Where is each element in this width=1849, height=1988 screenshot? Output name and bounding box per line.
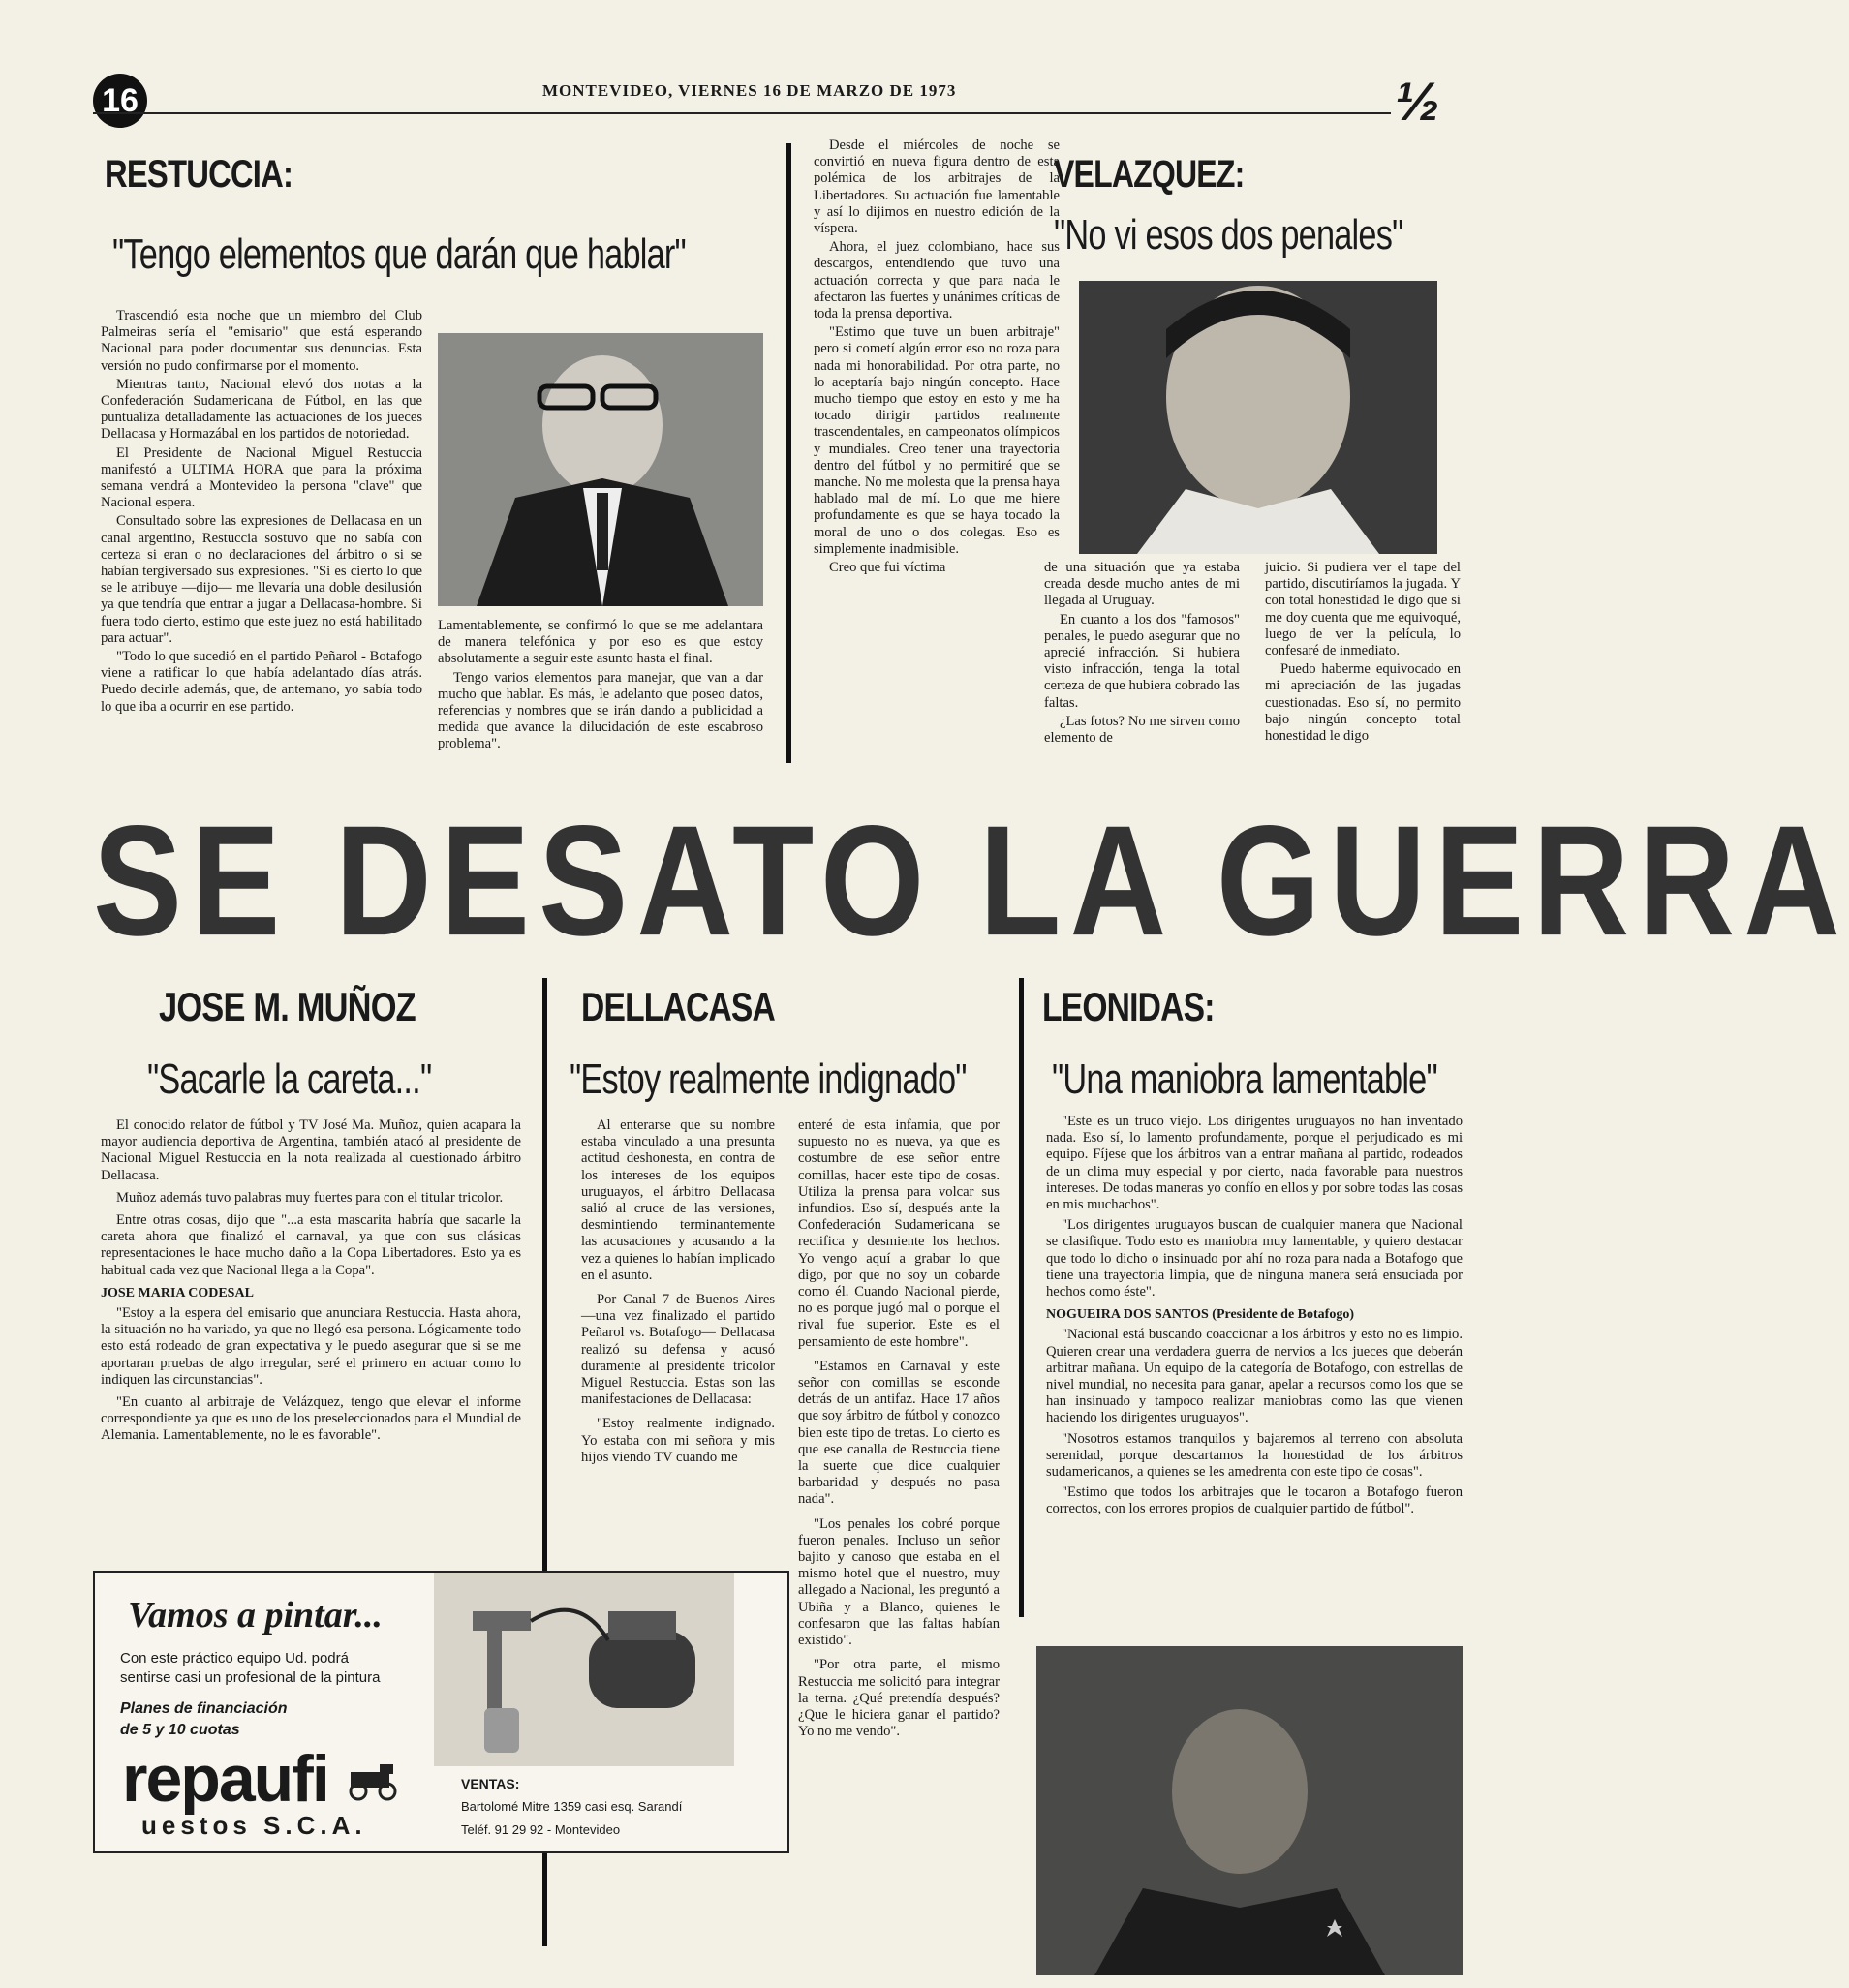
- leonidas-name: LEONIDAS:: [1042, 984, 1215, 1029]
- main-banner-headline: SE DESATO LA GUERRA: [93, 792, 1849, 968]
- munoz-name: JOSE M. MUÑOZ: [159, 984, 416, 1029]
- ad-line-2: sentirse casi un profesional de la pintura: [120, 1669, 381, 1686]
- ad-address: Bartolomé Mitre 1359 casi esq. Sarandí: [461, 1799, 683, 1814]
- ad-slogan: Vamos a pintar...: [128, 1595, 383, 1636]
- leonidas-photo: [1036, 1646, 1463, 1975]
- ad-financing-2: de 5 y 10 cuotas: [120, 1722, 240, 1738]
- munoz-body: El conocido relator de fútbol y TV José Ma. Muñoz, quien acapara la mayor audiencia deportiva de Argentina, también atacó al presidente de Nacional Miguel Restuccia en la nota realizada al cuestionado árbitro Dellacasa. Muñoz además tuvo palabras muy fuertes para con el titular tricolor. Entre otras cosas, dijo que "...a esta mascarita habría que sacarle la careta ahora que finalizó el carnaval, ya que con sus clásicas representaciones le hace mucho daño a la Copa Libertadores. Esto ya es habitual cada vez que Nacional llega a la Copa". JOSE MARIA CODESAL "Estoy a la espera del emisario que anunciara Restuccia. Hasta ahora, la situación no ha variado, ya que no llegó esa persona. Lógicamente todo esto está rodeado de gran expectativa y le puedo asegurar que si se me aportaran pruebas de algo irregular, seré el primero en actuar como lo indiquen las circunstancias". "En cuanto al arbitraje de Velázquez, tengo que elevar el informe correspondiente ya que es uno de los preseleccionados para el Mundial de Alemania. Lamentablemente, no le es favorable".: [101, 1117, 521, 1444]
- ad-brand-sub: uestos S.C.A.: [141, 1811, 367, 1840]
- velazquez-column-1: de una situación que ya estaba creada desde mucho antes de mi llegada al Uruguay. En cuanto a los dos "famosos" penales, le puedo asegurar que no aprecié infracción. Si hubiera visto infracción, tenga la total certeza de que hubiera cobrado las faltas. ¿Las fotos? No me sirven como elemento de: [1044, 560, 1240, 747]
- velazquez-column-2: juicio. Si pudiera ver el tape del partido, discutiríamos la jugada. Y con total honestidad le digo que si me doy cuenta que me equivoqué, luego de ver la película, lo confesaré de inmediato. Puedo haberme equivocado en mi apreciación de las jugadas cuestionadas. Eso sí, no permito bajo ningún concepto total honestidad le digo: [1265, 560, 1461, 745]
- paint-sprayer-image: [434, 1573, 734, 1766]
- ad-line-1: Con este práctico equipo Ud. podrá: [120, 1650, 349, 1667]
- ad-ventas-label: VENTAS:: [461, 1776, 520, 1791]
- velazquez-photo: [1079, 281, 1437, 554]
- header-rule: [93, 112, 1391, 114]
- leonidas-body: "Este es un truco viejo. Los dirigentes uruguayos no han inventado nada. Eso sí, lo lamento profundamente, porque el perjudicado es mi equipo. Fíjese que los árbitros van a entrar mañana al partido, rodeados de un clima muy especial y por cierto, nada favorable para nuestros intereses. De todas maneras yo confío en ellos y por sobre todas las cosas en mis muchachos". "Los dirigentes uruguayos buscan de cualquier manera que Nacional se clasifique. Todo esto es maniobra muy lamentable, y quiero destacar que todo lo dicho o insinuado por ahí no roza para nada a Botafogo que tiene una trayectoria limpia, que de ninguna manera será ensuciada por hechos como éste". NOGUEIRA DOS SANTOS (Presidente de Botafogo) "Nacional está buscando coaccionar a los árbitros y esto no es limpio. Quieren crear una verdadera guerra de nervios a los jueces que deberán arbitrar mañana. Un equipo de la categoría de Botafogo, con estrellas de nivel mundial, no necesita para ganar, apelar a recursos como los que se han insinuado y tampoco realizar maniobras como las que vienen haciendo los dirigentes uruguayos". "Nosotros estamos tranquilos y bajaremos al terreno con absoluta serenidad, porque descartamos la honestidad de los árbitros sudamericanos, a quienes se les amedrenta con este tipo de cosas". "Estimo que todos los arbitrajes que le tocaron a Botafogo fueron correctos, con los errores propios de cualquier partido de fútbol".: [1046, 1114, 1463, 1517]
- restuccia-name: RESTUCCIA:: [105, 153, 293, 196]
- ad-phone: Teléf. 91 29 92 - Montevideo: [461, 1822, 621, 1837]
- dellacasa-column-1: Al enterarse que su nombre estaba vinculado a una presunta actitud deshonesta, en contra de los intereses de los equipos uruguayos, el árbitro Dellacasa salió al cruce de las versiones, desmintiendo terminantemente las acusaciones y acusando a la vez a quienes lo habían implicado en el asunto. Por Canal 7 de Buenos Aires —una vez finalizado el partido Peñarol vs. Botafogo— Dellacasa realizó su defensa y acusó duramente al presidente tricolor Miguel Restuccia. Estas son las manifestaciones de Dellacasa: "Estoy realmente indignado. Yo estaba con mi señora y mis hijos viendo TV cuando me: [581, 1117, 775, 1465]
- velazquez-name: VELAZQUEZ:: [1054, 153, 1245, 196]
- restuccia-column-3: Desde el miércoles de noche se convirtió en nueva figura dentro de esta polémica de los arbitrajes de la Libertadores. Su actuación fue lamentable y así lo dijimos en nuestro edición de la víspera. Ahora, el juez colombiano, hace sus descargos, entendiendo que tuvo una actuación correcta y que para nada le afectaron las fuertes y unánimes críticas de toda la prensa deportiva. "Estimo que tuve un buen arbitraje" pero si cometí algún error eso no roza para nada mi honorabilidad. Por otra parte, no lo aceptaría bajo ningún concepto. Hace mucho tiempo que estoy en esto y me ha tocado dirigir partidos realmente trascendentales, en campeonatos olímpicos y mundiales. Creo tener una trayectoria dentro del fútbol y no permitiré que se manche. No me molesta que la prensa haya hablado mal de mí. Lo que me hiere profundamente es que se haya tocado la moral de uno o dos colegas. Eso es simplemente inadmisible. Creo que fui víctima: [814, 138, 1060, 576]
- dellacasa-name: DELLACASA: [581, 984, 775, 1029]
- dellacasa-column-2: enteré de esta infamia, que por supuesto no es nueva, ya que es costumbre de ese señor entre comillas, hacer este tipo de cosas. Utiliza la prensa para volcar sus infundios. Eso sí, después ante la Confederación Sudamericana se rectifica y desmiente los hechos. Yo vengo aquí a grabar lo que digo, por que no soy un cobarde como él. Cuando Nacional pierde, no es porque jugó mal o porque el rival fue superior. Este es el pensamiento de este hombre". "Estamos en Carnaval y este señor con comillas se esconde detrás de un antifaz. Hace 17 años que soy árbitro de fútbol y conozco bien este tipo de tretas. Lo cierto es que ese canalla de Restuccia tiene la suerte que dice cualquier barbaridad y después no pasa nada". "Los penales los cobré porque fueron penales. Incluso un señor bajito y canoso que estaba en el mismo hotel que el nuestro, muy allegado a Nacional, les preguntó a Ubiña y a Blanco, quienes le confesaron que las faltas habían existido". "Por otra parte, el mismo Restuccia me solicitó para integrar la terna. ¿Qué pretendía después? ¿Que le hiciera ganar el partido? Yo no me vendo".: [798, 1117, 1000, 1740]
- velazquez-headline: "No vi esos dos penales": [1054, 211, 1403, 259]
- column-divider-lower-2: [1019, 978, 1024, 1617]
- page-number: 16: [93, 74, 147, 128]
- restuccia-column-2: Lamentablemente, se confirmó lo que se me adelantara de manera telefónica y por eso es que estoy absolutamente a seguir este asunto hasta el final. Tengo varios elementos para manejar, que van a dar mucho que hablar. Es más, le adelanto que poseo datos, referencias y nombres que se irán dando a publicidad a medida que avance la dilucidación de este escabroso problema".: [438, 618, 763, 752]
- dateline: MONTEVIDEO, VIERNES 16 DE MARZO DE 1973: [542, 81, 957, 100]
- leonidas-headline: "Una maniobra lamentable": [1052, 1055, 1437, 1103]
- dellacasa-headline: "Estoy realmente indignado": [570, 1055, 967, 1103]
- codesal-subhead: JOSE MARIA CODESAL: [101, 1285, 254, 1300]
- column-divider: [786, 143, 791, 763]
- ad-brand: repaufi: [122, 1742, 328, 1816]
- restuccia-photo: [438, 333, 763, 606]
- car-logo-icon: [343, 1762, 405, 1806]
- newspaper-logo: ½: [1395, 71, 1440, 132]
- nogueira-subhead: NOGUEIRA DOS SANTOS (Presidente de Botafogo): [1046, 1307, 1355, 1323]
- munoz-headline: "Sacarle la careta...": [147, 1055, 432, 1103]
- ad-financing-1: Planes de financiación: [120, 1700, 288, 1717]
- restuccia-column-1: Trascendió esta noche que un miembro del Club Palmeiras sería el "emisario" que está esperando Nacional para poder documentar sus denuncias. Esta versión no pudo confirmarse por el momento. Mientras tanto, Nacional elevó dos notas a la Confederación Sudamericana de Fútbol, en las que puntualiza detalladamente las actuaciones de los jueces Dellacasa y Hormazábal en los partidos de notoriedad. El Presidente de Nacional Miguel Restuccia manifestó a ULTIMA HORA que para la próxima semana vendrá a Montevideo la persona "clave" que Nacional espera. Consultado sobre las expresiones de Dellacasa en un canal argentino, Restuccia sostuvo que no sabía con certeza si eran o no declaraciones del árbitro o si se habían tergiversado sus expresiones. "Si es cierto lo que se le atribuye —dijo— me llevaría una doble desilusión ya que tendría que entrar a jugar a Dellacasa-hombre. Si fuera todo cierto, estimo que este juez no está habilitado para actuar". "Todo lo que sucedió en el partido Peñarol - Botafogo viene a ratificar lo que había adelantado días atrás. Puedo decirle además, que, de antemano, yo sabía todo lo que iba a ocurrir en ese partido.: [101, 308, 422, 715]
- paint-advertisement: [93, 1571, 789, 1853]
- restuccia-headline: "Tengo elementos que darán que hablar": [112, 230, 686, 278]
